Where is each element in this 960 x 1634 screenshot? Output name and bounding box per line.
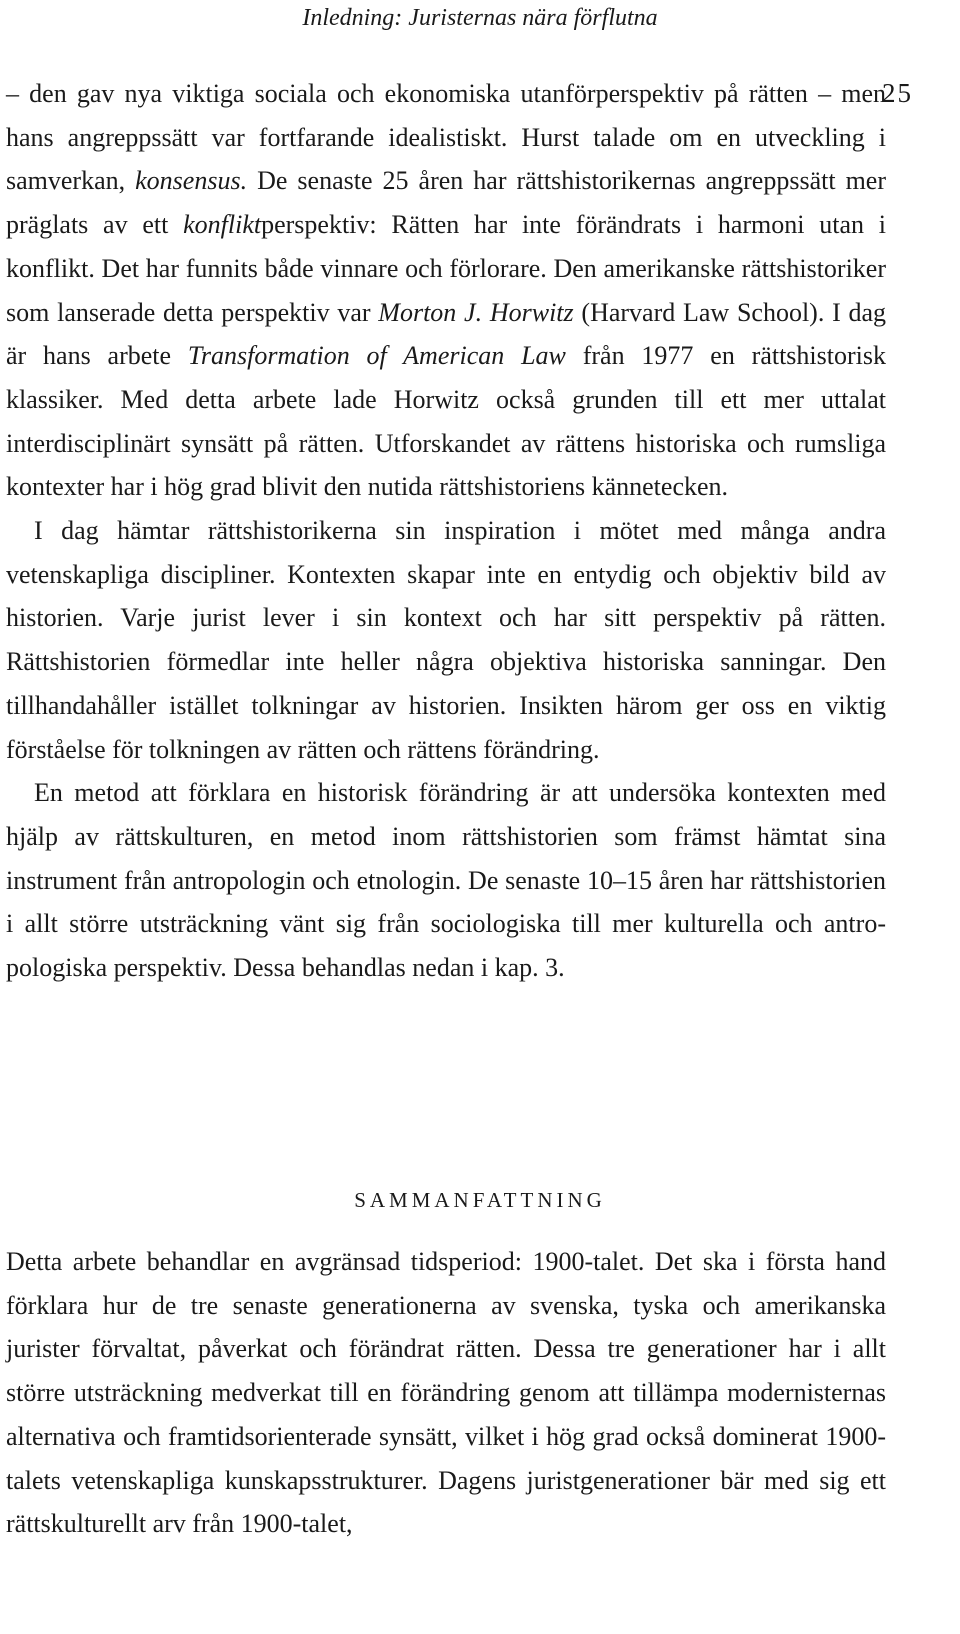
paragraph-2: I dag hämtar rättshistorikerna sin inspiration i mötet med många andra vetenskapliga discipliner. Kontexten skapar inte en entydig och objektiv bild av historien. Varje jurist lever i sin kontext och har sitt perspektiv på rätten. Rättshistorien förmedlar inte heller några objektiva historiska sanningar. Den tillhandahåller istället tolkningar av historien. Insikten härom ger oss en viktig förståelse för tolkningen av rätten och rättens förändring.	[6, 516, 886, 764]
summary-text	[6, 1240, 886, 1546]
body-text	[6, 72, 886, 990]
section-heading: SAMMANFATTNING	[354, 1188, 606, 1212]
author-name: Morton J. Horwitz	[378, 297, 574, 327]
paragraph-1-part-7: (Harvard Law School). I dag är hans arbete	[6, 297, 887, 371]
term-konflikt: konflikt	[183, 210, 262, 240]
paragraph-1-part-9: från 1977 en rättshistorisk klassiker. Med detta arbete lade Horwitz också grunden till ett mer uttalat interdisciplinärt synsätt på rätten. Utforskandet av rättens historiska och rumsliga kontexter har i hög grad blivit den nutida rättshistoriens kännetecken.	[6, 341, 886, 502]
paragraph-1-part-5: perspektiv: Rätten har inte förändrats i harmoni utan i konflikt. Det har funnits både vinnare och förlorare. Den amerikanske rättshistoriker som lanserade detta perspektiv var	[6, 210, 886, 327]
summary-paragraph: Detta arbete behandlar en avgränsad tidsperiod: 1900-talet. Det ska i första hand förklara hur de tre senaste generationerna av svenska, tyska och amerikanska jurister förvaltat, påverkat och förändrat rätten. Dessa tre generationer har i allt större utsträckning medverkat till en förändring genom att tillämpa modernisternas alternativa och framtidsorienterade synsätt, vilket i hög grad också dominerat 1900-talets vetenskapliga kunskapsstrukturer. Dagens juristgenerationer bär med sig ett rättskulturellt arv från 1900-talet,	[6, 1247, 886, 1539]
book-title: Transformation of American Law	[187, 341, 566, 371]
running-head: Inledning: Juristernas nära förflutna	[302, 5, 658, 31]
paragraph-1-part-3: De senaste 25 åren har rättshistorikernas angreppssätt mer präglats av ett	[6, 166, 886, 240]
paragraph-1	[6, 72, 886, 509]
paragraph-1-part-1: – den gav nya viktiga sociala och ekonomiska utanförperspektiv på rätten – men hans angreppssätt var fortfarande idealistiskt. Hurst talade om en utveckling i samverkan,	[6, 79, 886, 196]
term-konsensus: konsensus.	[135, 166, 248, 196]
paragraph-3: En metod att förklara en historisk förändring är att undersöka kontexten med hjälp av rättskulturen, en metod inom rättshistorien som främst hämtat sina instrument från antropologin och etnologin. De senaste 10–15 åren har rättshistorien i allt större utsträckning vänt sig från sociologiska till mer kulturella och antropologiska perspektiv. Dessa behandlas nedan i kap. 3.	[6, 778, 886, 983]
page-number: 25	[882, 78, 913, 108]
